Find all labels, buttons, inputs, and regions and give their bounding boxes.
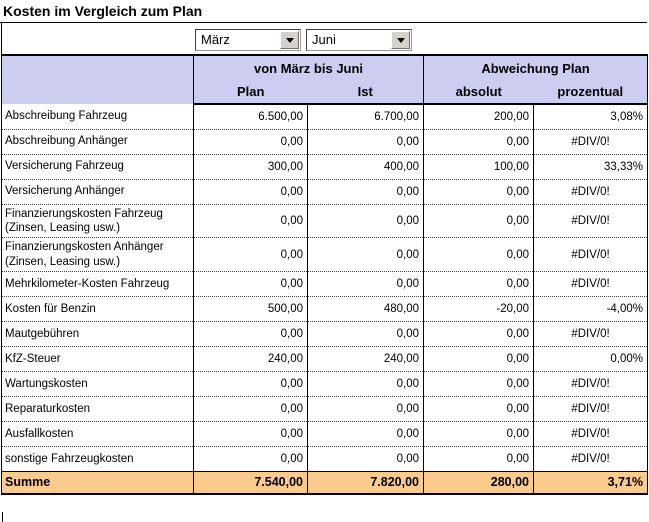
ist-cell[interactable]: 0,00 <box>308 397 424 422</box>
plan-cell[interactable]: 0,00 <box>194 272 308 297</box>
ist-cell[interactable]: 6.700,00 <box>308 104 424 129</box>
table-row <box>2 104 648 129</box>
month-to-value: Juni <box>312 32 336 47</box>
prozentual-cell[interactable]: #DIV/0! <box>534 372 648 397</box>
ist-cell[interactable]: 0,00 <box>308 238 424 272</box>
row-label-cell[interactable]: Finanzierungskosten Anhänger (Zinsen, Leasing usw.) <box>2 238 194 272</box>
absolut-cell[interactable]: 0,00 <box>424 272 534 297</box>
left-border-line <box>1 22 2 54</box>
table-row <box>2 129 648 154</box>
prozentual-cell[interactable]: 0,00% <box>534 347 648 372</box>
plan-cell[interactable]: 6.500,00 <box>194 104 308 129</box>
title-underline <box>0 22 647 23</box>
ist-cell[interactable]: 0,00 <box>308 422 424 447</box>
row-label-cell[interactable]: Abschreibung Fahrzeug <box>2 104 194 129</box>
table-row <box>2 397 648 422</box>
row-label-cell[interactable]: sonstige Fahrzeugkosten <box>5 452 134 465</box>
row-label-cell[interactable]: Mautgebühren <box>2 322 194 347</box>
prozentual-cell[interactable]: #DIV/0! <box>534 204 648 238</box>
prozentual-cell[interactable]: -4,00% <box>534 297 648 322</box>
absolut-cell[interactable]: 0,00 <box>424 447 534 472</box>
plan-cell[interactable]: 0,00 <box>194 322 308 347</box>
ist-cell[interactable]: 0,00 <box>308 322 424 347</box>
month-from-dropdown[interactable] <box>195 29 301 51</box>
row-label-cell[interactable]: Abschreibung Anhänger <box>2 129 194 154</box>
total-absolut-cell[interactable]: 280,00 <box>424 472 534 494</box>
table-row <box>2 238 648 272</box>
page-title: Kosten im Vergleich zum Plan <box>3 3 203 19</box>
prozentual-cell[interactable]: #DIV/0! <box>534 272 648 297</box>
absolut-cell[interactable]: 0,00 <box>424 129 534 154</box>
total-ist-cell[interactable]: 7.820,00 <box>308 472 424 494</box>
grid-edge-stub <box>2 512 3 522</box>
chevron-down-icon <box>397 38 405 43</box>
row-label-cell[interactable]: KfZ-Steuer <box>2 347 194 372</box>
plan-cell[interactable]: 0,00 <box>194 129 308 154</box>
column-header-absolut: absolut <box>424 80 534 104</box>
column-header-prozentual: prozentual <box>534 80 648 104</box>
prozentual-cell[interactable]: #DIV/0! <box>534 397 648 422</box>
row-label-cell[interactable]: Mehrkilometer-Kosten Fahrzeug <box>2 272 194 297</box>
row-label-cell[interactable]: Versicherung Anhänger <box>2 179 194 204</box>
cost-comparison-table <box>1 54 648 495</box>
prozentual-cell[interactable]: #DIV/0! <box>534 238 648 272</box>
deviation-group-header: Abweichung Plan <box>424 55 648 80</box>
absolut-cell[interactable]: 0,00 <box>424 372 534 397</box>
total-label-cell[interactable]: Summe <box>2 472 194 494</box>
period-group-header: von März bis Juni <box>194 55 424 80</box>
absolut-cell[interactable]: 0,00 <box>424 422 534 447</box>
prozentual-cell[interactable]: #DIV/0! <box>534 322 648 347</box>
plan-cell[interactable]: 0,00 <box>194 397 308 422</box>
absolut-cell[interactable]: 200,00 <box>424 104 534 129</box>
month-to-dropdown[interactable] <box>306 29 412 51</box>
row-label-cell[interactable]: Finanzierungskosten Fahrzeug (Zinsen, Leasing usw.) <box>2 204 194 238</box>
prozentual-cell[interactable]: #DIV/0! <box>534 447 648 472</box>
ist-cell[interactable]: 0,00 <box>308 447 424 472</box>
prozentual-cell[interactable]: #DIV/0! <box>534 129 648 154</box>
plan-cell[interactable]: 0,00 <box>194 447 308 472</box>
absolut-cell[interactable]: -20,00 <box>424 297 534 322</box>
total-plan-cell[interactable]: 7.540,00 <box>194 472 308 494</box>
corner-header-cell <box>2 55 194 104</box>
ist-cell[interactable]: 0,00 <box>308 179 424 204</box>
table-row <box>2 347 648 372</box>
prozentual-cell[interactable]: 33,33% <box>534 154 648 179</box>
table-row <box>2 422 648 447</box>
plan-cell[interactable]: 0,00 <box>194 204 308 238</box>
row-label-cell[interactable]: Kosten für Benzin <box>2 297 194 322</box>
row-label-cell[interactable]: Ausfallkosten <box>2 422 194 447</box>
table-row <box>2 447 648 472</box>
plan-cell[interactable]: 0,00 <box>194 238 308 272</box>
column-header-plan: Plan <box>194 80 308 104</box>
absolut-cell[interactable]: 0,00 <box>424 204 534 238</box>
prozentual-cell[interactable]: 3,08% <box>534 104 648 129</box>
prozentual-cell[interactable]: #DIV/0! <box>534 179 648 204</box>
total-prozentual-cell[interactable]: 3,71% <box>534 472 648 494</box>
plan-cell[interactable]: 0,00 <box>194 179 308 204</box>
absolut-cell[interactable]: 0,00 <box>424 347 534 372</box>
ist-cell[interactable]: 240,00 <box>308 347 424 372</box>
table-row <box>2 297 648 322</box>
plan-cell[interactable]: 0,00 <box>194 372 308 397</box>
absolut-cell[interactable]: 0,00 <box>424 238 534 272</box>
table-row <box>2 204 648 238</box>
absolut-cell[interactable]: 0,00 <box>424 322 534 347</box>
table-row <box>2 272 648 297</box>
row-label-cell[interactable]: Versicherung Fahrzeug <box>2 154 194 179</box>
group-header-row <box>2 55 648 80</box>
absolut-cell[interactable]: 0,00 <box>424 397 534 422</box>
ist-cell[interactable]: 0,00 <box>308 372 424 397</box>
prozentual-cell[interactable]: #DIV/0! <box>534 422 648 447</box>
ist-cell[interactable]: 0,00 <box>308 204 424 238</box>
plan-cell[interactable]: 300,00 <box>194 154 308 179</box>
ist-cell[interactable]: 400,00 <box>308 154 424 179</box>
ist-cell[interactable]: 0,00 <box>308 272 424 297</box>
table-row <box>2 372 648 397</box>
dropdown-arrow-button[interactable] <box>280 31 299 49</box>
plan-cell[interactable]: 240,00 <box>194 347 308 372</box>
row-label-cell[interactable]: Reparaturkosten <box>2 397 194 422</box>
table-row <box>2 179 648 204</box>
total-row <box>2 472 648 494</box>
column-header-ist: Ist <box>308 80 424 104</box>
plan-cell[interactable]: 500,00 <box>194 297 308 322</box>
ist-cell[interactable]: 0,00 <box>308 129 424 154</box>
month-from-value: März <box>201 32 230 47</box>
absolut-cell[interactable]: 100,00 <box>424 154 534 179</box>
absolut-cell[interactable]: 0,00 <box>424 179 534 204</box>
chevron-down-icon <box>286 38 294 43</box>
table-row <box>2 322 648 347</box>
ist-cell[interactable]: 480,00 <box>308 297 424 322</box>
plan-cell[interactable]: 0,00 <box>194 422 308 447</box>
table-row <box>2 154 648 179</box>
dropdown-arrow-button[interactable] <box>391 31 410 49</box>
row-label-cell[interactable]: Wartungskosten <box>2 372 194 397</box>
